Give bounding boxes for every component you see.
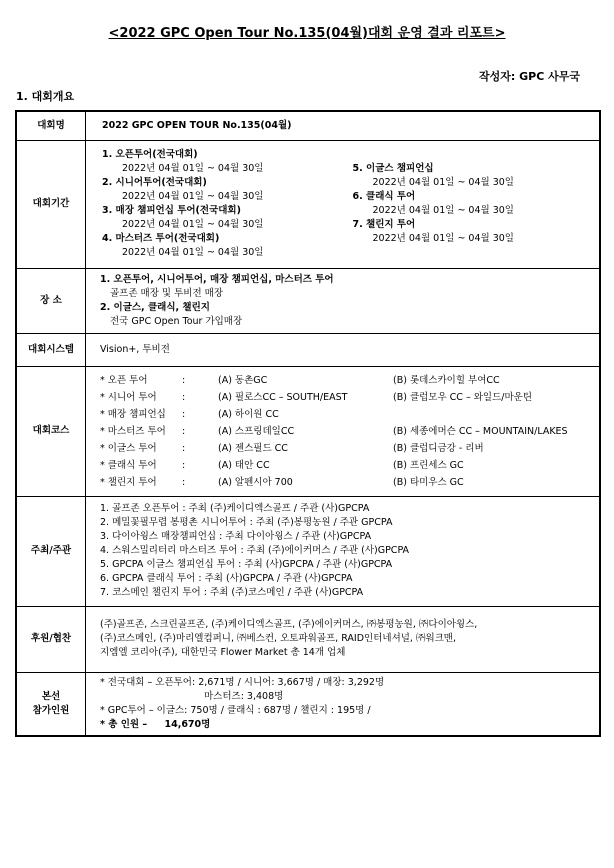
period-item-date: 2022년 04월 01일 ~ 04월 30일 xyxy=(372,233,514,244)
course-tour: * 챌린지 투어 xyxy=(100,476,157,488)
participants-masters: 마스터즈: 3,408명 xyxy=(204,690,284,702)
host-line: 6. GPCPA 클래식 투어 : 주최 (사)GPCPA / 주관 (사)GPCPA xyxy=(100,573,353,584)
host-line: 1. 골프존 오픈투어 : 주최 (주)케이디엑스골프 / 주관 (사)GPCPA xyxy=(100,503,370,514)
course-b: (B) 타미우스 GC xyxy=(393,476,464,488)
row-name-value: 2022 GPC OPEN TOUR No.135(04월) xyxy=(86,111,601,140)
period-item-name: 6. 클래식 투어 xyxy=(352,191,416,202)
course-a: (A) 태안 CC xyxy=(218,459,270,471)
host-line: 3. 다이아윙스 매장챔피언십 : 주최 다이아윙스 / 주관 (사)GPCPA xyxy=(100,531,372,542)
course-row xyxy=(100,406,593,423)
course-b: (B) 클럽모우 CC – 와일드/마운틴 xyxy=(393,391,532,403)
course-row xyxy=(100,457,593,474)
period-columns xyxy=(102,148,593,260)
participants-label-line2: 참가인원 xyxy=(32,704,70,716)
course-row xyxy=(100,474,593,491)
course-colon: : xyxy=(182,459,186,471)
course-tour: * 이글스 투어 xyxy=(100,442,157,454)
period-left xyxy=(102,148,343,260)
period-item-name: 3. 매장 챔피언십 투어(전국대회) xyxy=(102,205,241,216)
period-item-name: 4. 마스터즈 투어(전국대회) xyxy=(102,233,220,244)
row-system xyxy=(16,333,600,366)
course-a: (A) 젠스필드 CC xyxy=(218,442,288,454)
course-row xyxy=(100,423,593,440)
row-sponsor xyxy=(16,606,600,672)
period-item-date: 2022년 04월 01일 ~ 04월 30일 xyxy=(122,247,264,258)
host-line: 7. 코스메인 챌린지 투어 : 주최 (주)코스메인 / 주관 (사)GPCPA xyxy=(100,587,364,598)
participants-national: * 전국대회 – 오픈투어: 2,671명 / 시니어: 3,667명 / 매장: 3,292명 xyxy=(100,676,385,688)
course-b: (B) 롯데스카이힐 부여CC xyxy=(393,374,500,386)
row-participants xyxy=(16,672,600,736)
participants-total xyxy=(100,718,593,732)
row-sponsor-label: 후원/협찬 xyxy=(16,606,86,672)
host-line: 2. 메밀꽃필무렵 봉평촌 시니어투어 : 주최 (주)봉평농원 / 주관 GPCPA xyxy=(100,517,393,528)
sponsor-line: (주)코스메인, (주)마리엘컴퍼니, ㈜베스컨, 오토파워골프, RAID인터네셔널, ㈜워크맨, xyxy=(100,633,457,644)
course-row xyxy=(100,372,593,389)
course-a: (A) 알펜시아 700 xyxy=(218,476,293,488)
row-host-label: 주최/주관 xyxy=(16,496,86,606)
overview-table xyxy=(15,110,601,737)
venue-item-sub: 골프존 매장 및 투비전 매장 xyxy=(110,287,224,299)
course-colon: : xyxy=(182,374,186,386)
period-right xyxy=(343,148,594,260)
participants-total-value: 14,670명 xyxy=(164,718,211,730)
course-row xyxy=(100,389,593,406)
course-colon: : xyxy=(182,476,186,488)
course-tour: * 시니어 투어 xyxy=(100,391,157,403)
venue-item-sub: 전국 GPC Open Tour 가입매장 xyxy=(110,315,243,327)
row-courses xyxy=(16,366,600,496)
row-system-label: 대회시스템 xyxy=(16,333,86,366)
course-tour: * 클래식 투어 xyxy=(100,459,157,471)
course-row xyxy=(100,440,593,457)
sponsor-line: 지엠엘 코리아(주), 대한민국 Flower Market 총 14개 업체 xyxy=(100,647,346,658)
report-title: <2022 GPC Open Tour No.135(04월)대회 운영 결과 리포트> xyxy=(108,26,506,41)
venue-item-head: 1. 오픈투어, 시니어투어, 매장 챔피언십, 마스터즈 투어 xyxy=(100,273,334,285)
course-tour: * 오픈 투어 xyxy=(100,374,148,386)
course-a: (A) 동촌GC xyxy=(218,374,268,386)
row-venue-label: 장 소 xyxy=(16,268,86,333)
course-list xyxy=(100,372,593,491)
row-period xyxy=(16,140,600,268)
period-item-date: 2022년 04월 01일 ~ 04월 30일 xyxy=(122,219,264,230)
period-item-date: 2022년 04월 01일 ~ 04월 30일 xyxy=(372,205,514,216)
sponsor-line: (주)골프존, 스크린골프존, (주)케이디엑스골프, (주)에이커머스, ㈜봉평농원, ㈜다이아윙스, xyxy=(100,619,478,630)
course-tour: * 마스터즈 투어 xyxy=(100,425,166,437)
course-colon: : xyxy=(182,408,186,420)
course-b: (B) 클럽디금강 - 리버 xyxy=(393,442,484,454)
participants-label-line1: 본선 xyxy=(41,690,61,702)
row-system-value: Vision+, 투비전 xyxy=(86,333,601,366)
row-venue xyxy=(16,268,600,333)
row-period-label: 대회기간 xyxy=(16,140,86,268)
course-colon: : xyxy=(182,425,186,437)
period-item-name: 2. 시니어투어(전국대회) xyxy=(102,177,207,188)
period-item-date: 2022년 04월 01일 ~ 04월 30일 xyxy=(122,163,264,174)
period-item-date: 2022년 04월 01일 ~ 04월 30일 xyxy=(122,191,264,202)
course-a: (A) 필로스CC – SOUTH/EAST xyxy=(218,391,348,403)
course-b: (B) 프린세스 GC xyxy=(393,459,464,471)
row-courses-label: 대회코스 xyxy=(16,366,86,496)
row-name-label: 대회명 xyxy=(16,111,86,140)
course-tour: * 매장 챔피언십 xyxy=(100,408,166,420)
host-line: 5. GPCPA 이글스 챔피언십 투어 : 주최 (사)GPCPA / 주관 (사)GPCPA xyxy=(100,559,393,570)
period-item-name: 5. 이글스 챔피언십 xyxy=(352,163,434,174)
period-item-name: 7. 챌린지 투어 xyxy=(352,219,416,230)
period-item-date: 2022년 04월 01일 ~ 04월 30일 xyxy=(372,177,514,188)
row-host xyxy=(16,496,600,606)
course-colon: : xyxy=(182,442,186,454)
course-a: (A) 하이원 CC xyxy=(218,408,279,420)
venue-item-head: 2. 이글스, 클래식, 챌린지 xyxy=(100,301,210,313)
course-b xyxy=(393,406,593,423)
course-colon: : xyxy=(182,391,186,403)
author-line: 작성자: GPC 사무국 xyxy=(479,70,580,83)
course-a: (A) 스프링데일CC xyxy=(218,425,295,437)
row-participants-label xyxy=(16,672,86,736)
participants-gpc: * GPC투어 – 이글스: 750명 / 클래식 : 687명 / 챌린지 : 195명 / xyxy=(100,704,371,716)
participants-total-label: * 총 인원 – xyxy=(100,718,148,730)
host-line: 4. 스워스밀리터리 마스터즈 투어 : 주최 (주)에이커머스 / 주관 (사)GPCPA xyxy=(100,545,410,556)
course-b: (B) 세종에머슨 CC – MOUNTAIN/LAKES xyxy=(393,425,568,437)
section-heading: 1. 대회개요 xyxy=(16,90,75,103)
period-item-name: 1. 오픈투어(전국대회) xyxy=(102,149,198,160)
row-name xyxy=(16,111,600,140)
